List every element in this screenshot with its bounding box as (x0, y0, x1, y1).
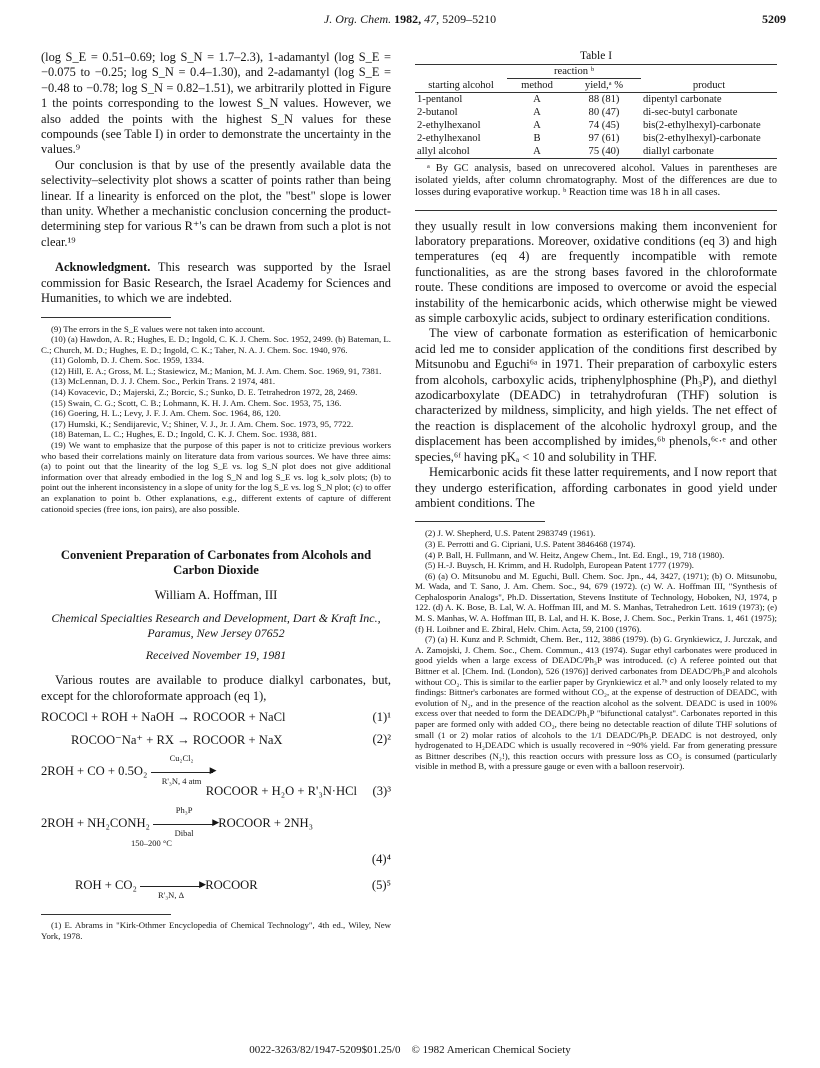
reference-item: (1) E. Abrams in "Kirk-Othmer Encyclopedia of Chemical Technology", 4th ed., Wiley, New York, 1978. (41, 920, 391, 941)
table-cell: di-sec-butyl carbonate (643, 107, 738, 118)
reference-item: (13) McLennan, D. J. J. Chem. Soc., Perkin Trans. 2 1974, 481. (51, 376, 276, 387)
table-cell: A (533, 146, 541, 157)
equation-4 (41, 804, 391, 838)
table-1-grid (415, 64, 777, 159)
table-row (415, 145, 777, 159)
table-cell: A (533, 120, 541, 131)
reference-item: (14) Kovacevic, D.; Majerski, Z.; Borcic, S.; Sunko, D. E. Tetrahedron 1972, 28, 2469. (51, 387, 358, 398)
reference-item: (4) P. Ball, H. Fullmann, and W. Heitz, Angew Chem., Int. Ed. Engl., 19, 718 (1980). (425, 549, 725, 560)
table-column-header: yield,ᵃ % (584, 80, 624, 91)
journal-name: J. Org. Chem. (323, 12, 392, 26)
equation-2 (41, 732, 391, 750)
reference-item: (6) (a) O. Mitsunobu and M. Eguchi, Bull. Chem. Soc. Jpn., 44, 3427, (1971); (b) O. Mitsunobu, M. Wada, and T. Sano, J. Am. Chem. Soc., 94, 679 (1972). (c) W. A. Hoffman III, "Synthesis of Cephalosporin Analogs", Ph.D. Dissertation, Stevens Institute of Technology, Hoboken, NJ, 1974, p 122. (d) A. K. Bose, B. Lal, W. A. Hoffman III, and M. S. Manhas, Tetrahedron Lett. 1619 (1973); (e) M. S. Manhas, W. A. Hoffman III, B. Lal, and H. K. Bose, J. Chem. Soc., Perkin Trans. 1, 461 (1975); (f) H. Loibner and E. Zbiral, Helv. Chim. Acta, 59, 2100 (1976). (415, 570, 777, 634)
equation-1 (41, 710, 391, 728)
section-rule (415, 210, 777, 211)
table-cell: 2-butanol (417, 107, 458, 118)
reference-item: (18) Bateman, L. C.; Hughes, E. D.; Ingold, C. K. J. Chem. Soc. 1938, 881. (51, 429, 317, 440)
journal-year: 1982, (394, 12, 422, 26)
received-date: Received November 19, 1981 (145, 648, 287, 663)
table-cell: 80 (47) (588, 107, 620, 118)
journal-citation (0, 12, 820, 27)
table-cell: 1-pentanol (417, 94, 463, 105)
article-author: William A. Hoffman, III (154, 588, 278, 603)
left-paragraph-1: (log S_E = 0.51–0.69; log S_N = 1.7–2.3), 1-adamantyl (log S_E = −0.075 to −0.25; log S_N = 0.4–1.30), and 2-adamantyl (log S_E = −0.48 to −0.78; log S_N = 0.82–1.51), we arbitrarily plotted in Figure 1 the points corresponding to the lowest S_N values. However, we also added the points with the highest S_N values for these compounds (see Table I) in order to demonstrate the uncertainty in the values.⁹ (41, 50, 391, 157)
footnote-rule (41, 914, 171, 915)
reference-item: (15) Swain, C. G.; Scott, C. B.; Lohmann, K. H. J. Am. Chem. Soc. 1953, 75, 136. (51, 397, 342, 408)
table-cell: bis(2-ethylhexyl)-carbonate (643, 133, 761, 144)
equation-3-left: 2ROH + CO + 0.5O₂ (41, 764, 148, 778)
equation-3-conditions: R'₃N, 4 atm (161, 775, 202, 786)
table-cell: B (533, 133, 541, 144)
reference-item: (7) (a) H. Kunz and P. Schmidt, Chem. Ber., 112, 3886 (1979). (b) G. Grynkiewicz, J. Jurczak, and A. Zamojski, J. Chem. Soc., Chem. Commun., 413 (1974). Sugar ethyl carbonates were produced in good yields when a large excess of DEADC/Ph₃P was introduced. (c) A referee pointed out that Bittner et al. [Chem. Ind. (London), 526 (1976)] derived carbonates from DEADC/Ph₃P and alcohols without CO₂. This is similar to the earlier paper by Grynkiewicz et al.⁷ᵇ and only loosely related to my findings: Bittner's carbonates are formed without CO₂, at the expense of destruction of DEADC, with evolution of N₂, and in the presence of the reaction alcohol as the solvent. DEADC is used in 100% excess over that needed to form the DEADC/Ph₃P "bifunctional catalyst". Carbonates reported in this paper are formed only with added CO₂, there being no detectable reaction of dilute THF solutions of small (1 or 2) molar ratios of alcohols to the 1/1 DEADC/Ph₃P. DEADC is not destroyed, only hydrogenated to H₂DEADC which is usually recovered in ~90% yield. Far from generating pressure as Bittner describes (N₂!), this reaction occurs with pressure loss as CO₂ is consumed (particularly visible in method B, with a pressure gauge or even with a balloon reservoir). (415, 634, 777, 772)
equation-4-left: 2ROH + NH₂CONH₂ (41, 816, 150, 830)
equation-2-number: (2)² (372, 732, 391, 746)
page-number: 5209 (762, 12, 786, 26)
table-row (415, 119, 777, 132)
arrow-icon: ▶ (140, 886, 202, 887)
acknowledgment-text: This research was supported by the Israel commission for Basic Research, the Israel Academy for Sciences and Humanities, to which we are indebted. (41, 260, 391, 306)
table-row (415, 106, 777, 119)
equation-3-number: (3)³ (372, 784, 391, 798)
equation-3-arrow (151, 752, 217, 786)
table-cell: dipentyl carbonate (643, 94, 722, 105)
acknowledgment-label: Acknowledgment. (55, 260, 151, 275)
equation-4-right: ROCOOR + 2NH₃ (218, 816, 314, 830)
equation-3-right: ROCOOR + H₂O + R'₃N·HCl (205, 784, 357, 798)
table-column-header: starting alcohol (428, 79, 494, 91)
right-column (415, 50, 777, 772)
intro-paragraph: Various routes are available to produce dialkyl carbonates, but, except for the chloroformate approach (eq 1), (41, 673, 391, 703)
footnote-rule (41, 317, 171, 318)
equation-1-body: ROCOCl + ROH + NaOH → ROCOOR + NaCl (41, 710, 286, 724)
table-cell: A (533, 94, 541, 105)
reference-item: (17) Humski, K.; Sendijarevic, V.; Shiner, V. J., Jr. J. Am. Chem. Soc. 1973, 95, 7722. (51, 418, 354, 429)
table-row (415, 132, 777, 145)
reference-item: (3) E. Perrotti and G. Cipriani, U.S. Patent 3846468 (1974). (425, 538, 636, 549)
reference-item: (5) H.-J. Buysch, H. Krimm, and H. Rudolph, European Patent 1777 (1979). (425, 560, 695, 571)
table-column-header: method (521, 80, 553, 91)
acknowledgment (41, 260, 391, 306)
equation-5-conditions: R'₃N, Δ (158, 889, 185, 900)
arrow-icon: ▶ (151, 772, 213, 773)
table-cell: diallyl carbonate (643, 146, 714, 157)
table-row (415, 93, 777, 107)
equation-4-reagent: Dibal (174, 827, 194, 838)
equation-5 (41, 878, 391, 900)
left-column (41, 50, 391, 941)
equation-4-number: (4)⁴ (371, 852, 391, 866)
reference-item: (10) (a) Hawdon, A. R.; Hughes, E. D.; Ingold, C. K. J. Chem. Soc. 1952, 2499. (b) Bateman, L. C.; Church, M. D.; Hughes, E. D.; Ingold, C. K.; Taher, N. A. J. Chem. Soc. 1940, 976. (41, 334, 391, 355)
table-cell: allyl alcohol (417, 146, 470, 157)
right-paragraph-3: Hemicarbonic acids fit these latter requirements, and I now report that they undergo esterification, affording carbonates in good yield under ambient conditions. The (415, 465, 777, 510)
arrow-icon: ▶ (153, 824, 215, 825)
equation-3-products (41, 784, 391, 802)
equation-2-body: ROCOO⁻Na⁺ + RX → ROCOOR + NaX (71, 733, 283, 747)
equation-3 (41, 752, 391, 786)
reference-item: (9) The errors in the S_E values were not taken into account. (51, 323, 265, 334)
article-title: Convenient Preparation of Carbonates from Alcohols and Carbon Dioxide (60, 548, 372, 578)
journal-volume: 47, (424, 12, 440, 26)
equation-5-arrow (140, 878, 207, 900)
article-code: 0022-3263/82/1947-5209$01.25/0 (249, 1044, 401, 1056)
equation-3-catalyst: Cu₂Cl₂ (169, 752, 194, 763)
table-cell: bis(2-ethylhexyl)-carbonate (643, 120, 761, 131)
table-title: Table I (579, 50, 613, 62)
reference-item: (11) Golomb, D. J. Chem. Soc. 1959, 1334. (51, 355, 205, 366)
journal-pages: 5209–5210 (442, 12, 497, 26)
table-cell: 2-ethylhexanol (417, 120, 481, 131)
table-column-header: product (692, 79, 726, 91)
running-header (0, 12, 820, 30)
table-1 (415, 50, 777, 200)
equation-5-left: ROH + CO₂ (75, 878, 137, 892)
reference-item: (2) J. W. Shepherd, U.S. Patent 2983749 (1961). (425, 528, 596, 539)
copyright-notice: © 1982 American Chemical Society (411, 1044, 571, 1056)
table-cell: A (533, 107, 541, 118)
left-references (41, 324, 391, 515)
table-group-header: reaction ᵇ (507, 65, 641, 79)
right-paragraph-2: The view of carbonate formation as esterification of hemicarbonic acid led me to consider application of the conditions first described by Mitsunobu and Eguchi⁶ᵃ in 1971. Their preparation of carboxylic esters from alcohols, carboxylic acids, triphenylphosphine (Ph₃P), and diethyl azodicarboxylate (DEADC) in tetrahydrofuran (THF) solution is characterized by mildness, simplicity, and high yields. The net effect of the reaction is displacement of the alcoholic hydroxyl group, and the displacement has been accomplished by imides,⁶ᵇ phenols,⁶ᶜ·ᵉ and other species,⁶ᶠ having pKₐ < 10 and solubility in THF. (415, 326, 777, 464)
table-cell: 97 (61) (588, 133, 620, 144)
right-references (415, 528, 777, 772)
equation-5-right: ROCOOR (205, 878, 258, 892)
table-cell: 88 (81) (588, 94, 620, 105)
table-footnote: ᵃ By GC analysis, based on unrecovered alcohol. Values in parentheses are isolated yields, after column chromatography. Most of the differences are due to losses during evaporative workup. ᵇ Reaction time was 18 h in all cases. (415, 163, 777, 199)
reference-item: (12) Hill, E. A.; Gross, M. L.; Stasiewicz, M.; Manion, M. J. Am. Chem. Soc. 1969, 91, 7381. (51, 365, 382, 376)
equation-4-temperature: 150–200 °C (131, 838, 172, 848)
table-cell: 2-ethylhexanol (417, 133, 481, 144)
equation-4-number-row (41, 852, 391, 870)
table-cell: 75 (40) (588, 146, 620, 157)
author-affiliation: Chemical Specialties Research and Development, Dart & Kraft Inc., Paramus, New Jersey 07652 (51, 611, 381, 640)
reference-item: (19) We want to emphasize that the purpose of this paper is not to criticize previous workers who based their correlations mainly on literature data from various sources. We have three aims: (a) to point out that the linearity of the log S_E vs. log S_N plot does not give additional information over that already embodied in the log S_N and log S_E vs. log k_solv plots; (b) to point out the inherent inconsistency in a slope of unity for the log S_E vs. log S_N plot; (c) to offer an explanation to point b. Other explanations, e.g., different extents of capture of different cationoid species (free ions, ion pairs), are also possible. (41, 440, 391, 514)
equation-5-number: (5)⁵ (371, 878, 391, 892)
equation-4-arrow (153, 804, 220, 838)
left-paragraph-2: Our conclusion is that by use of the presently available data the selectivity–selectivity plot shows a scatter of points rather than being linear. If a linearity is enforced on the plot, the "best" slope is lower than unity. Whether a mechanistic conclusion concerning the product-determining step for various R⁺'s can be drawn from such a plot is not clear.¹⁹ (41, 157, 391, 249)
equation-1-number: (1)¹ (372, 710, 391, 724)
page-footer (0, 1044, 820, 1056)
ref-1-list (41, 920, 391, 941)
footnote-rule (415, 521, 545, 522)
equation-4-catalyst: Ph₃P (175, 804, 193, 815)
table-cell: 74 (45) (588, 120, 620, 131)
right-paragraph-1: they usually result in low conversions making them inconvenient for laboratory preparations. Moreover, oxidative conditions (eq 3) and high temperatures (eq 4) are frequently incompatible with remote functionalities, as are the strong bases favored in the chloroformate route. These conditions are imposed to overcome or avoid the especial instability of the hemicarbonic acids, which otherwise might be viewed as simple carboxylic acids, subject to ordinary esterification conditions. (415, 218, 777, 326)
reference-item: (16) Goering, H. L.; Levy, J. F. J. Am. Chem. Soc. 1964, 86, 120. (51, 408, 281, 419)
